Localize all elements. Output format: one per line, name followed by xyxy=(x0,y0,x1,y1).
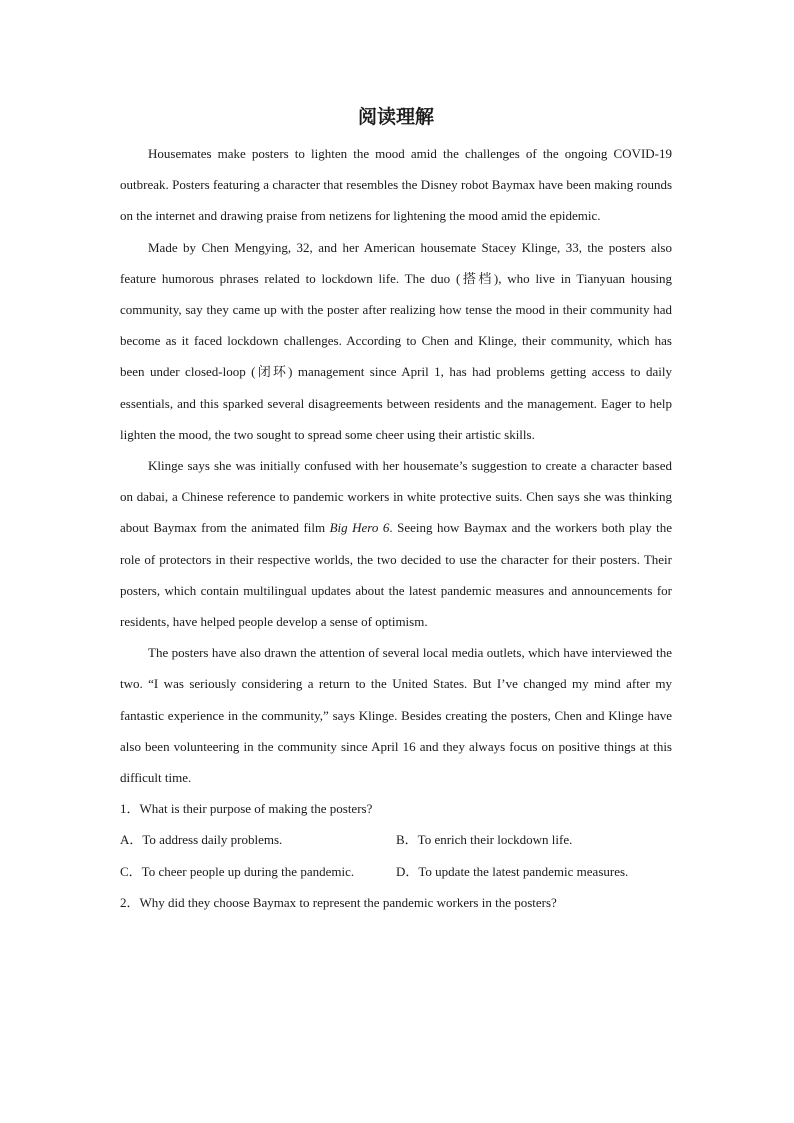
question-1-option-d: D．To update the latest pandemic measures. xyxy=(396,863,629,879)
passage-paragraph-1: Housemates make posters to lighten the mood amid the challenges of the ongoing COVID-19 outbreak. Posters featuring a character that resembles the Disney robot Baymax have been making rounds on the internet and drawing praise from netizens for lightening the mood amid the epidemic. xyxy=(120,146,672,224)
question-1-options-row-1 xyxy=(120,824,672,855)
question-2: 2．Why did they choose Baymax to represent the pandemic workers in the posters? xyxy=(120,894,557,910)
question-1-option-c: C．To cheer people up during the pandemic. xyxy=(120,863,355,879)
passage-paragraph-2: Made by Chen Mengying, 32, and her American housemate Stacey Klinge, 33, the posters also feature humorous phrases related to lockdown life. The duo (搭档), who live in Tianyuan housing community, say they came up with the poster after realizing how tense the mood in their community had become as it faced lockdown challenges. According to Chen and Klinge, their community, which has been under closed-loop (闭环) management since April 1, has had problems getting access to daily essentials, and this sparked several disagreements between residents and the management. Eager to help lighten the mood, the two sought to spread some cheer using their artistic skills. xyxy=(120,239,672,442)
passage-paragraph-4: The posters have also drawn the attention of several local media outlets, which have interviewed the two. “I was seriously considering a return to the United States. But I’ve changed my mind after my fantastic experience in the community,” says Klinge. Besides creating the posters, Chen and Klinge have also been volunteering in the community since April 16 and they always focus on positive things at this difficult time. xyxy=(120,645,672,786)
paragraph-3-text-before: Klinge says she was initially confused with her housemate’s suggestion to create a character based on dabai, a Chinese reference to pandemic workers in white protective suits. Chen says she was thinking about Baymax from the animated film xyxy=(120,458,672,536)
question-1-option-b: B．To enrich their lockdown life. xyxy=(396,832,573,848)
paragraph-3-text-after: . Seeing how Baymax and the workers both play the role of protectors in their respective worlds, the two decided to use the character for their posters. Their posters, which contain multilingual updates about the latest pandemic measures and announcements for residents, have helped people develop a sense of optimism. xyxy=(120,520,672,630)
passage-paragraph-3 xyxy=(120,450,672,637)
page-title: 阅读理解 xyxy=(357,106,434,128)
question-1-options-row-2 xyxy=(120,856,672,887)
film-title: Big Hero 6 xyxy=(329,520,390,536)
question-1-option-a: A．To address daily problems. xyxy=(120,832,283,848)
question-1: 1．What is their purpose of making the posters? xyxy=(120,801,373,817)
document-page xyxy=(120,100,672,918)
